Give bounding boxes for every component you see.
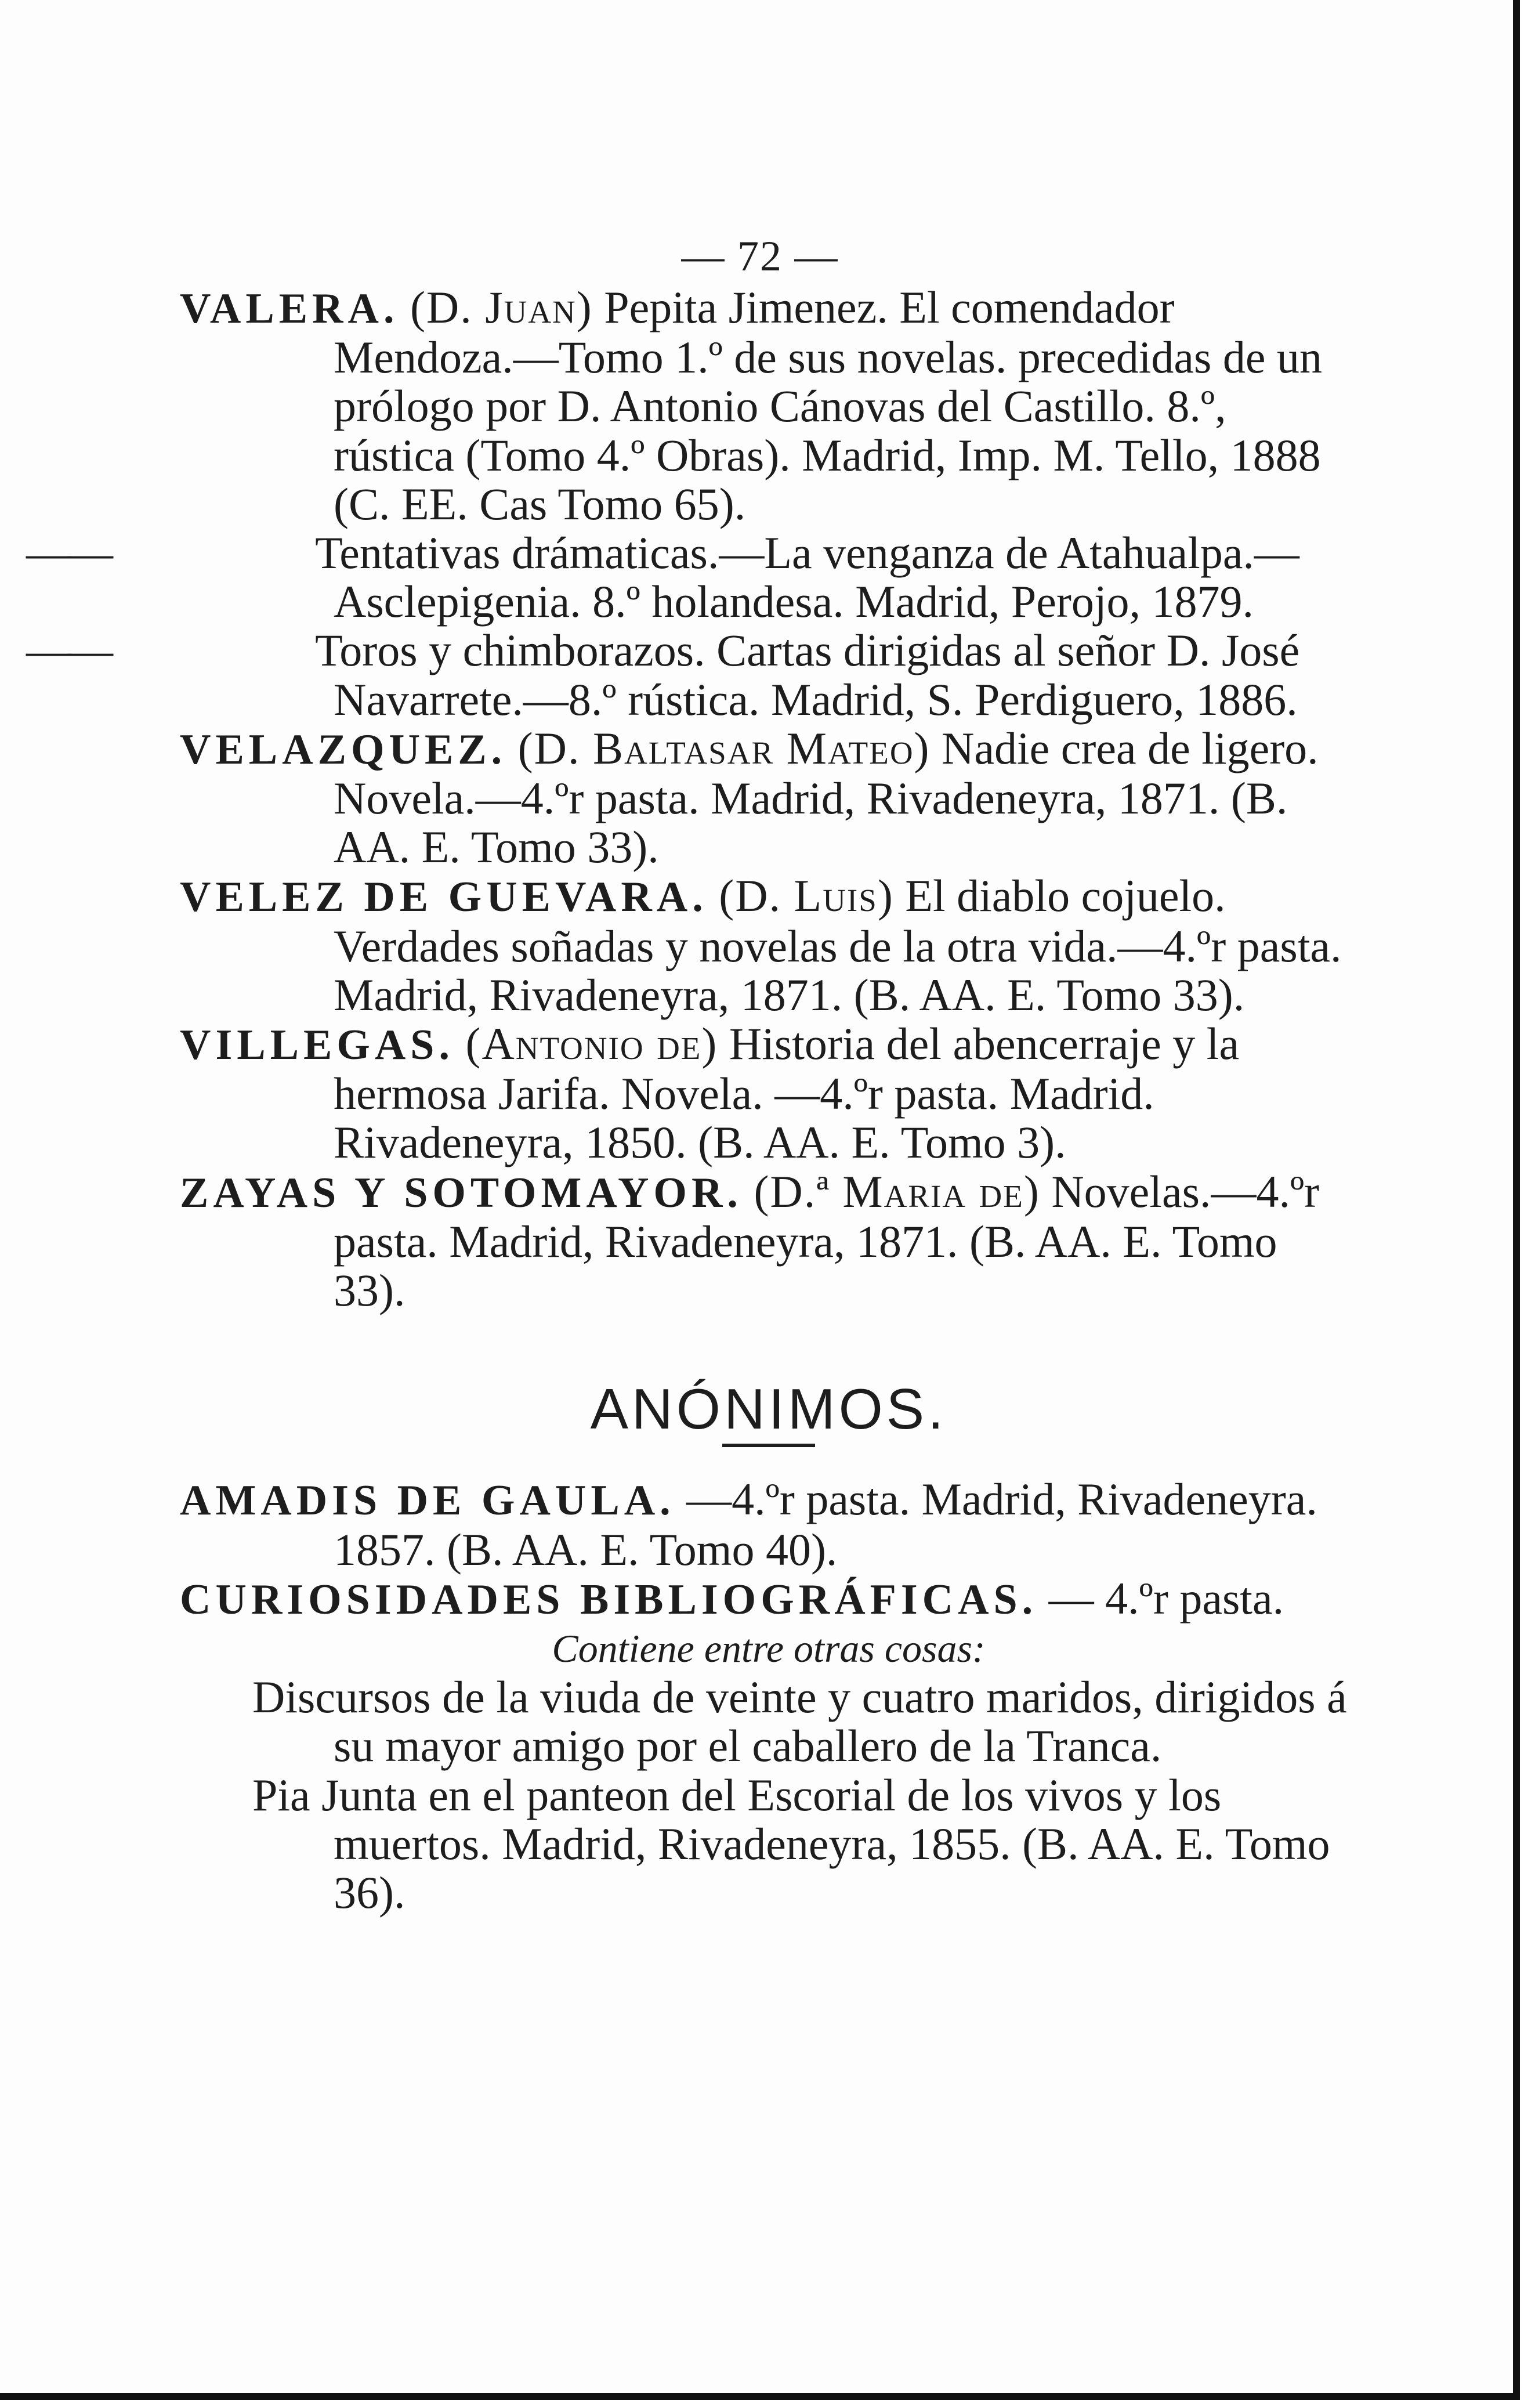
entry-author: ZAYAS Y SOTOMAYOR.: [180, 1169, 743, 1217]
entry-name: (D. Baltasar Mateo): [517, 722, 931, 773]
heading-rule: [722, 1444, 815, 1447]
entry-author: VILLEGAS.: [180, 1021, 454, 1069]
entry-text: —4.ºr pasta. Madrid, Rivadeneyra. 1857. (B. AA. E. Tomo 40).: [334, 1474, 1317, 1575]
entry-dash: ——: [26, 527, 110, 579]
entry-name: (D. Luis): [719, 870, 894, 921]
entry-name: (D.ª Maria de): [754, 1166, 1040, 1217]
entry-text: Novelas.—4.ºr pasta. Madrid, Rivadeneyra, 1871. (B. AA. E. Tomo 33).: [334, 1166, 1320, 1316]
contents-item-discursos: Discursos de la viuda de veinte y cuatro maridos, dirigidos á su mayor amigo por el caballero de la Tranca.: [252, 1672, 1347, 1771]
entry-valera-tentativas: [26, 527, 1357, 627]
contents-item-pia-junta: Pia Junta en el panteon del Escorial de los vivos y los muertos. Madrid, Rivadeneyra, 1855. (B. AA. E. Tomo 36).: [252, 1769, 1330, 1918]
entry-author: AMADIS DE GAULA.: [180, 1477, 675, 1525]
entry-curiosidades-bibliograficas: [180, 1574, 1357, 1624]
entry-dash: ——: [26, 625, 110, 676]
section-heading: ANÓNIMOS.: [590, 1377, 947, 1441]
page-number: — 72 —: [681, 233, 839, 280]
entry-text: — 4.ºr pasta.: [1048, 1572, 1284, 1624]
entry-villegas: [180, 1019, 1357, 1167]
page-text: [26, 282, 1357, 1918]
entry-author: VELEZ DE GUEVARA.: [180, 873, 708, 921]
entry-author: VALERA.: [180, 285, 399, 332]
contains-label: Contiene entre otras cosas:: [552, 1626, 986, 1671]
entry-author: VELAZQUEZ.: [180, 725, 507, 773]
entry-text: El diablo cojuelo. Verdades soñadas y novelas de la otra vida.—4.ºr pasta. Madrid, Rivadeneyra, 1871. (B. AA. E. Tomo 33).: [334, 870, 1342, 1020]
entry-valera: [180, 283, 1357, 529]
entry-valera-toros: [26, 625, 1357, 725]
entry-author: CURIOSIDADES BIBLIOGRÁFICAS.: [180, 1575, 1038, 1624]
entry-zayas-y-sotomayor: [180, 1167, 1357, 1315]
entry-text: Historia del abencerraje y la hermosa Jarifa. Novela. —4.ºr pasta. Madrid. Rivadeneyra, 1850. (B. AA. E. Tomo 3).: [334, 1018, 1240, 1168]
entry-velazquez: [180, 724, 1357, 872]
entry-text: Toros y chimborazos. Cartas dirigidas al señor D. José Navarrete.—8.º rústica. Madrid, S. Perdiguero, 1886.: [315, 625, 1300, 725]
entry-amadis-de-gaula: [180, 1475, 1357, 1574]
entry-velez-de-guevara: [180, 872, 1357, 1019]
entry-text: Nadie crea de ligero. Novela.—4.ºr pasta. Madrid, Rivadeneyra, 1871. (B. AA. E. Tomo 33).: [334, 722, 1319, 873]
entry-name: (Antonio de): [465, 1018, 718, 1069]
entry-name: (D. Juan): [410, 282, 593, 332]
entry-text: Tentativas drámaticas.—La venganza de Atahualpa.—Asclepigenia. 8.º holandesa. Madrid, Perojo, 1879.: [315, 527, 1299, 627]
entry-text: Pepita Jimenez. El comendador Mendoza.—Tomo 1.º de sus novelas. precedidas de un prólogo por D. Antonio Cánovas del Castillo. 8.º, rústica (Tomo 4.º Obras). Madrid, Imp. M. Tello, 1888 (C. EE. Cas Tomo 65).: [334, 282, 1322, 529]
